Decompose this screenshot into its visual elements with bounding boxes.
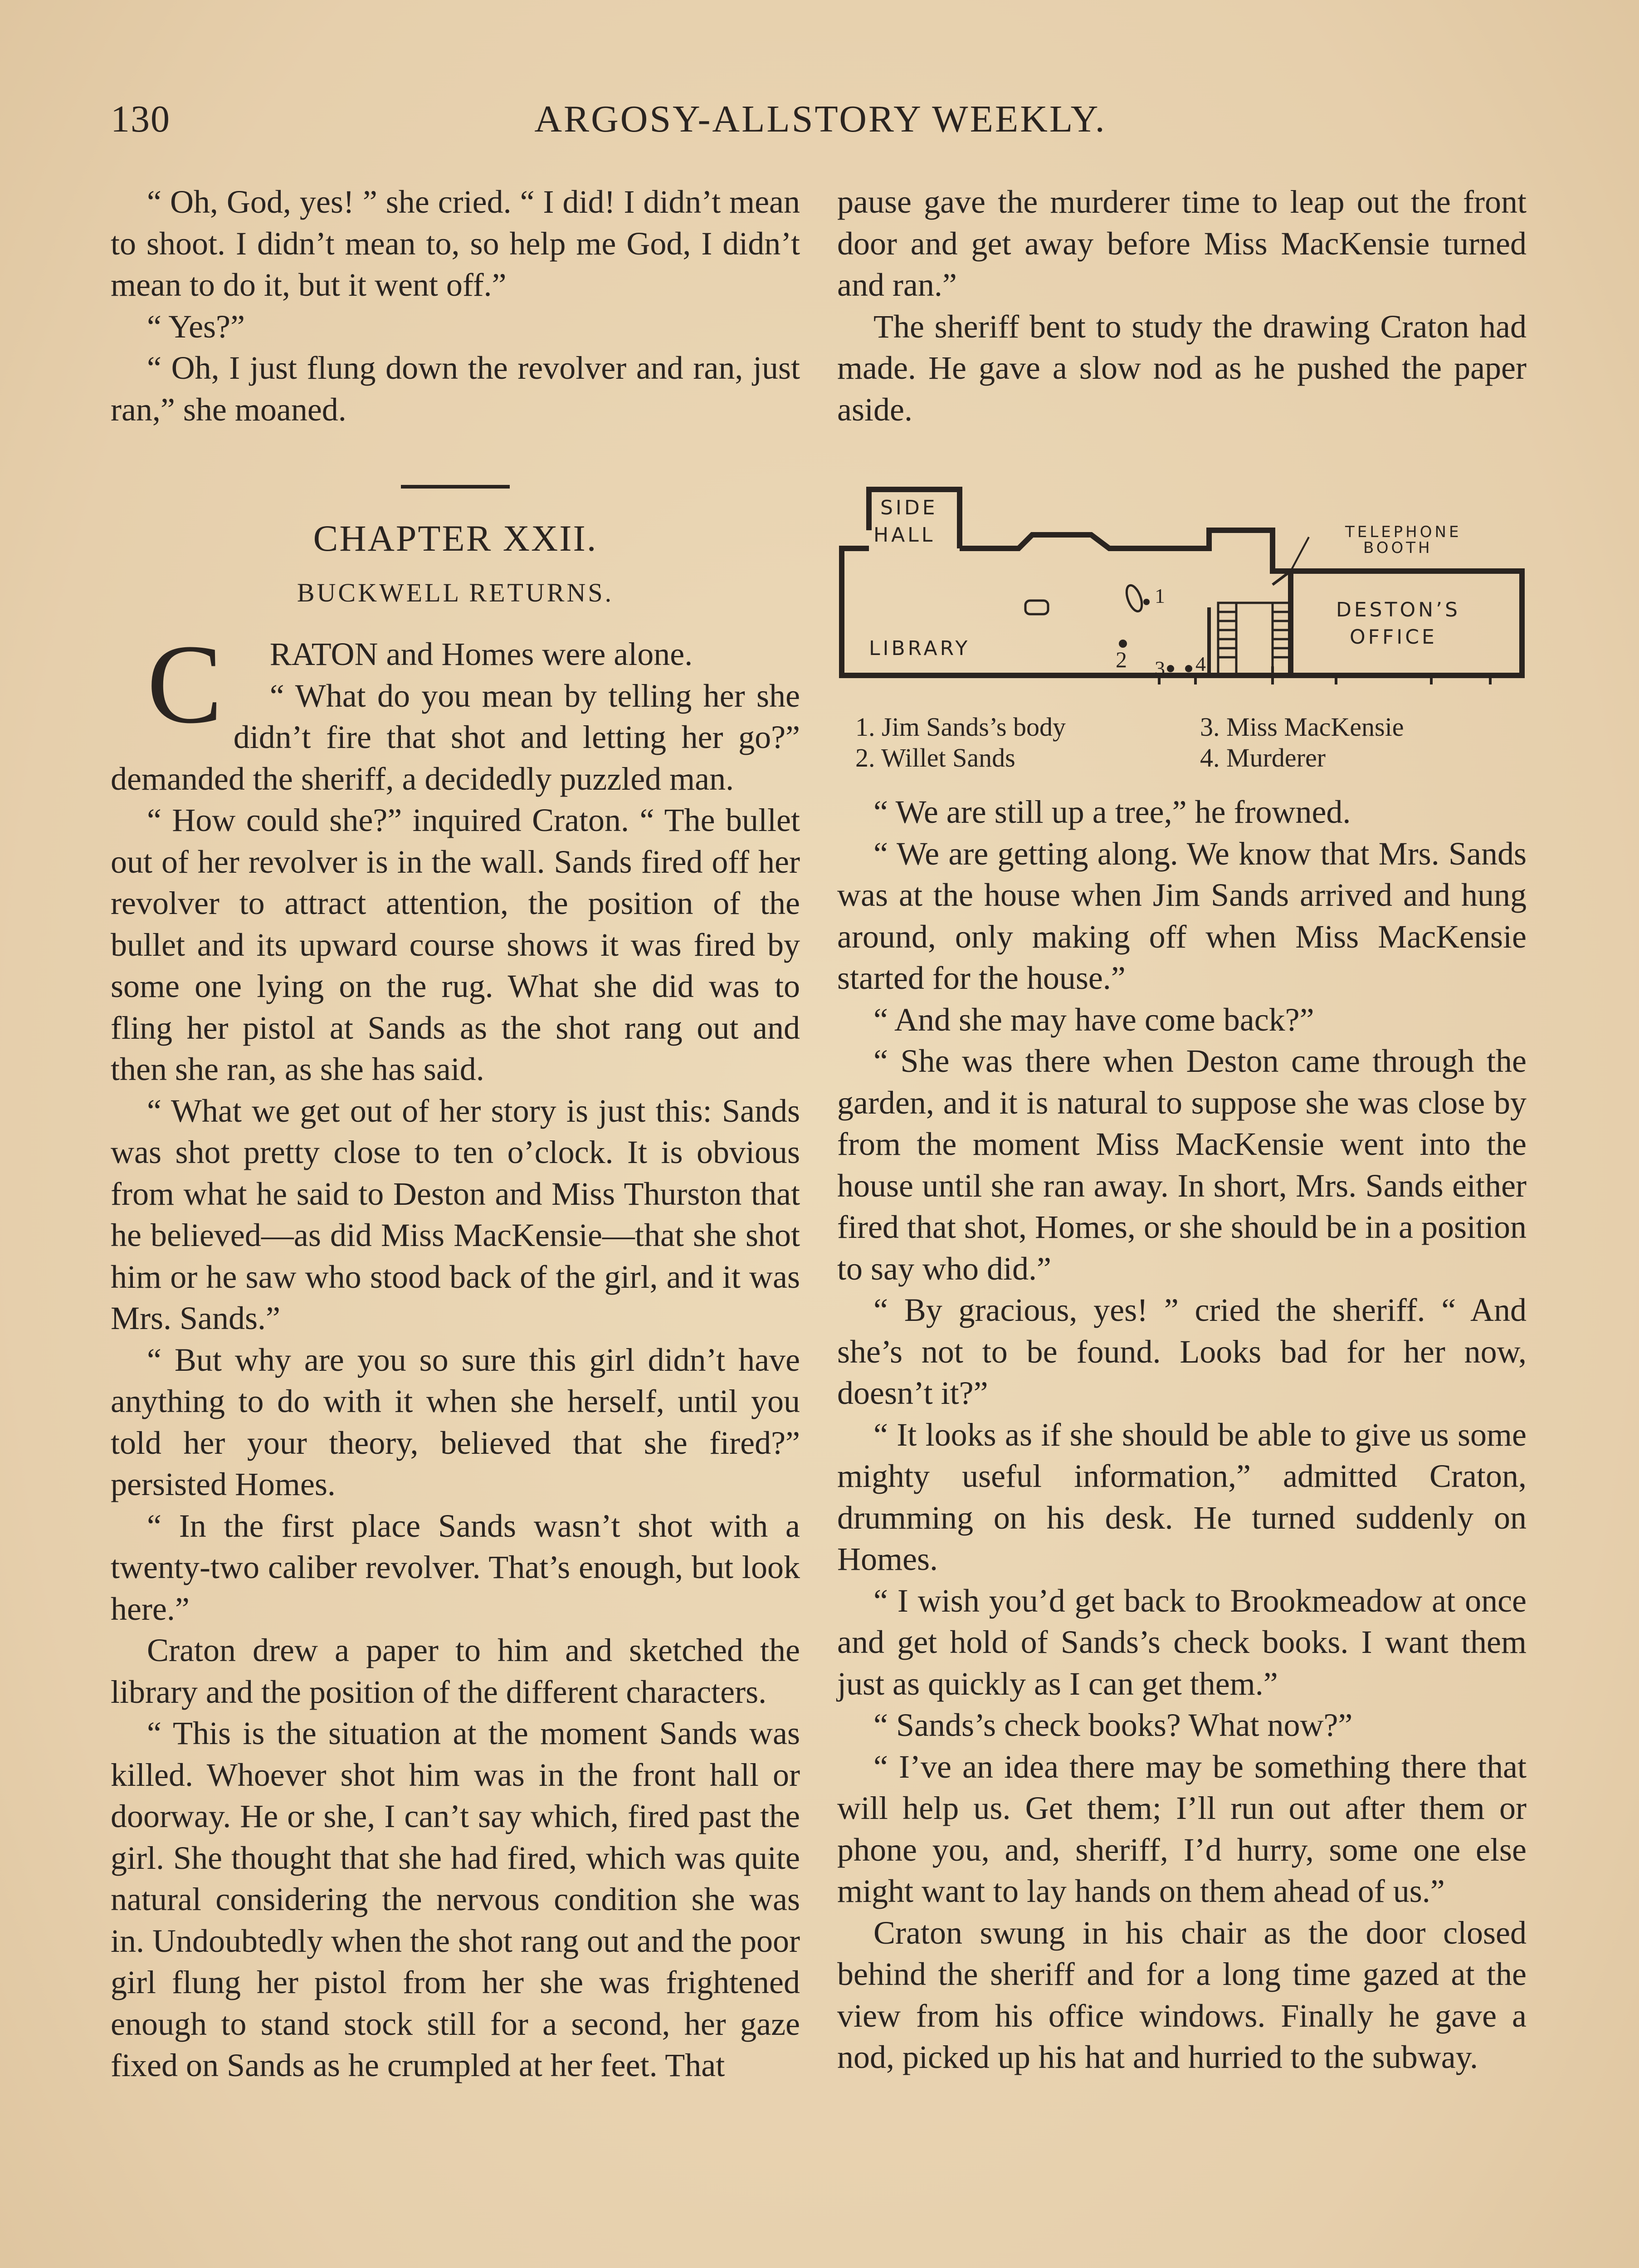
chapter-title: CHAPTER XXII. xyxy=(313,518,598,559)
label-side: SIDE xyxy=(880,496,938,519)
paragraph: The sheriff bent to study the drawing Craton had made. He gave a slow nod as he pushed the paper aside. xyxy=(837,308,1527,428)
label-library: LIBRARY xyxy=(869,637,971,660)
paragraph: “ By gracious, yes! ” cried the sheriff. “ And she’s not to be found. Looks bad for her now, doesn’t it?” xyxy=(837,1292,1527,1411)
body-outline xyxy=(1124,583,1145,613)
paragraph: Craton drew a paper to him and sketched the library and the position of the different characters. xyxy=(111,1632,800,1710)
legend-item: 1. Jim Sands’s body xyxy=(855,712,1066,742)
opening-text: RATON and Homes were alone. xyxy=(269,636,693,672)
marker-2: 2 xyxy=(1116,647,1127,672)
legend-item: 2. Willet Sands xyxy=(855,743,1015,772)
left-column xyxy=(111,181,800,2087)
label-hall: HALL xyxy=(873,523,936,547)
paragraph: Craton swung in his chair as the door closed behind the sheriff and for a long time gazed at the view from his office windows. Finally he gave a nod, picked up his hat and hurried to the subway. xyxy=(837,1914,1527,2075)
marker-3: 3 xyxy=(1155,657,1165,680)
floor-plan-diagram xyxy=(837,458,1527,703)
drop-cap: C xyxy=(147,621,223,747)
label-destons: DESTON’S xyxy=(1336,598,1460,621)
paragraph: “ I wish you’d get back to Brookmeadow at once and get hold of Sands’s check books. I want them just as quickly as I can get them.” xyxy=(837,1582,1527,1702)
paragraph: “ Oh, I just flung down the revolver and ran, just ran,” she moaned. xyxy=(111,350,800,428)
paragraph: “ Oh, God, yes! ” she cried. “ I did! I didn’t mean to shoot. I didn’t mean to, so help me God, I didn’t mean to do it, but it went off.” xyxy=(111,184,800,303)
paragraph: pause gave the murderer time to leap out the front door and get away before Miss MacKensie turned and ran.” xyxy=(837,184,1527,303)
legend-item: 4. Murderer xyxy=(1200,743,1326,772)
legend-item: 3. Miss MacKensie xyxy=(1200,712,1404,742)
label-telephone: TELEPHONE xyxy=(1345,523,1462,541)
paragraph: “ But why are you so sure this girl didn’t have anything to do with it when she herself, until you told her your theory, believed that she fired?” persisted Homes. xyxy=(111,1341,800,1502)
paragraph: “ What we get out of her story is just this: Sands was shot pretty close to ten o’clock. It is obvious from what he said to Deston and Miss Thurston that he believed—as did Miss MacKensie—that she shot him or he saw who stood back of the girl, and it was Mrs. Sands.” xyxy=(111,1092,800,1336)
paragraph: “ In the first place Sands wasn’t shot with a twenty-two caliber revolver. That’s enough, but look here.” xyxy=(111,1507,800,1627)
paragraph: “ We are getting along. We know that Mrs. Sands was at the house when Jim Sands arrived and hung around, only making off when Miss MacKensie started for the house.” xyxy=(837,835,1527,996)
paragraph: “ What do you mean by telling her she didn’t fire that shot and letting her go?” demanded the sheriff, a decidedly puzzled man. xyxy=(111,677,800,797)
label-office: OFFICE xyxy=(1350,626,1437,649)
paragraph: “ It looks as if she should be able to give us some mighty useful information,” admitted Craton, drumming on his desk. He turned suddenly on Homes. xyxy=(837,1416,1527,1577)
diagram-legend xyxy=(855,712,1527,773)
section-rule xyxy=(401,485,510,489)
rug-marker xyxy=(1025,601,1048,614)
paragraph: “ She was there when Deston came through the garden, and it is natural to suppose she was close by from the moment Miss MacKensie went into the house until she ran away. In short, Mrs. Sands either fired that shot, Homes, or she should be in a position to say who did.” xyxy=(837,1043,1527,1287)
marker-1: 1 xyxy=(1155,584,1165,607)
staircase xyxy=(1218,603,1291,675)
label-booth: BOOTH xyxy=(1363,539,1433,557)
paragraph: “ Yes?” xyxy=(147,308,245,345)
marker-4: 4 xyxy=(1195,652,1206,675)
page-number: 130 xyxy=(111,98,171,140)
paragraph: “ We are still up a tree,” he frowned. xyxy=(873,794,1351,830)
chapter-subtitle: BUCKWELL RETURNS. xyxy=(297,578,614,607)
paragraph: “ This is the situation at the moment Sands was killed. Whoever shot him was in the front hall or doorway. He or she, I can’t say which, fired past the girl. She thought that she had fired, which was quite natural considering the nervous condition she was in. Undoubtedly when the shot rang out and the poor girl flung her pistol from her she was frightened enough to stand stock still for a second, her gaze fixed on Sands as he crumpled at her feet. That xyxy=(111,1715,800,2083)
paragraph: “ And she may have come back?” xyxy=(873,1001,1314,1038)
running-head: ARGOSY-ALLSTORY WEEKLY. xyxy=(534,98,1107,140)
paragraph: “ Sands’s check books? What now?” xyxy=(873,1707,1353,1743)
paragraph: “ How could she?” inquired Craton. “ The bullet out of her revolver is in the wall. Sands fired off her revolver to attract attention, the position of the bullet and its upward course shows it was fired by some one lying on the rug. What she did was to fling her pistol at Sands as the shot rang out and then she ran, as she has said. xyxy=(111,802,800,1087)
page-header xyxy=(111,97,1530,147)
floor-plan-svg xyxy=(837,458,1527,703)
right-column xyxy=(837,181,1527,2078)
north-wall xyxy=(960,530,1291,571)
paragraph: “ I’ve an idea there may be something there that will help us. Get them; I’ll run out after them or phone you, and, sheriff, I’d hurry, some one else might want to lay hands on them ahead of us.” xyxy=(837,1748,1527,1909)
